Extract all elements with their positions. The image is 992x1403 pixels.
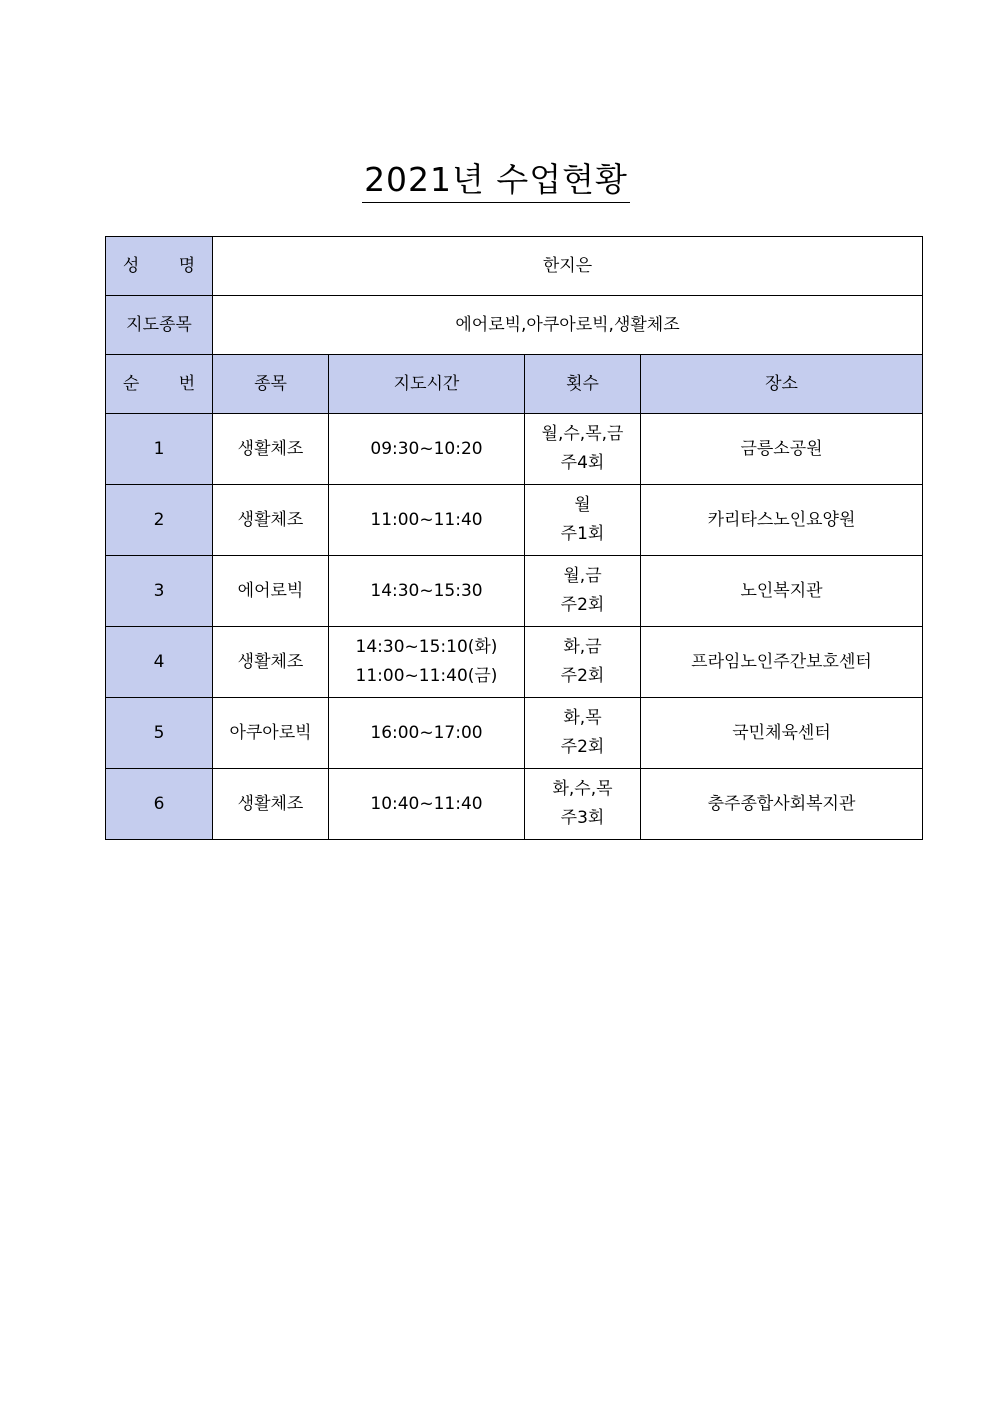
row-place: 충주종합사회복지관	[641, 769, 923, 840]
days-line: 주3회	[560, 808, 605, 828]
table-row	[106, 769, 923, 840]
table-row	[106, 556, 923, 627]
time-line: 10:40~11:40	[370, 793, 483, 814]
col-header-no	[106, 355, 213, 414]
row-subject: 생활체조	[213, 414, 329, 485]
col-header-time: 지도시간	[329, 355, 525, 414]
row-number: 5	[106, 698, 213, 769]
row-subject: 아쿠아로빅	[213, 698, 329, 769]
title-wrap	[0, 160, 992, 203]
col-header-days: 횟수	[525, 355, 641, 414]
time-line: 09:30~10:20	[370, 438, 483, 459]
table-row	[106, 485, 923, 556]
row-number: 6	[106, 769, 213, 840]
row-days	[525, 414, 641, 485]
days-line: 월,금	[563, 566, 602, 586]
days-line: 월,수,목,금	[541, 424, 624, 444]
name-value: 한지은	[213, 237, 923, 296]
row-time	[329, 414, 525, 485]
table-row	[106, 627, 923, 698]
row-subject: 생활체조	[213, 627, 329, 698]
days-line: 주2회	[560, 666, 605, 686]
row-place: 노인복지관	[641, 556, 923, 627]
subject-label: 지도종목	[106, 296, 213, 355]
table-row	[106, 698, 923, 769]
days-line: 주1회	[560, 524, 605, 544]
col-header-subject: 종목	[213, 355, 329, 414]
row-place: 프라임노인주간보호센터	[641, 627, 923, 698]
row-time	[329, 769, 525, 840]
table-row	[106, 414, 923, 485]
time-line: 11:00~11:40(금)	[355, 666, 498, 686]
row-time	[329, 698, 525, 769]
col-header-no-label: 순 번	[122, 373, 196, 394]
row-subject: 생활체조	[213, 485, 329, 556]
schedule-table	[105, 236, 923, 840]
row-days	[525, 698, 641, 769]
row-time	[329, 556, 525, 627]
row-place: 카리타스노인요양원	[641, 485, 923, 556]
days-line: 월	[574, 495, 591, 515]
row-days	[525, 769, 641, 840]
row-number: 3	[106, 556, 213, 627]
row-subject: 에어로빅	[213, 556, 329, 627]
days-line: 화,수,목	[552, 779, 613, 799]
row-number: 2	[106, 485, 213, 556]
header-row	[106, 355, 923, 414]
time-line: 14:30~15:30	[370, 580, 483, 601]
subject-row	[106, 296, 923, 355]
days-line: 주4회	[560, 453, 605, 473]
col-header-place: 장소	[641, 355, 923, 414]
name-label: 성 명	[122, 255, 196, 276]
rows-body	[106, 414, 923, 840]
row-number: 1	[106, 414, 213, 485]
days-line: 화,목	[563, 708, 602, 728]
name-label-cell	[106, 237, 213, 296]
row-days	[525, 556, 641, 627]
row-days	[525, 627, 641, 698]
row-days	[525, 485, 641, 556]
row-place: 국민체육센터	[641, 698, 923, 769]
subject-value: 에어로빅,아쿠아로빅,생활체조	[213, 296, 923, 355]
days-line: 주2회	[560, 595, 605, 615]
row-time	[329, 627, 525, 698]
name-row	[106, 237, 923, 296]
page-title: 2021년 수업현황	[362, 160, 630, 203]
row-place: 금릉소공원	[641, 414, 923, 485]
time-line: 11:00~11:40	[370, 509, 483, 530]
row-time	[329, 485, 525, 556]
days-line: 주2회	[560, 737, 605, 757]
row-subject: 생활체조	[213, 769, 329, 840]
days-line: 화,금	[563, 637, 602, 657]
row-number: 4	[106, 627, 213, 698]
time-line: 16:00~17:00	[370, 722, 483, 743]
time-line: 14:30~15:10(화)	[355, 637, 498, 657]
